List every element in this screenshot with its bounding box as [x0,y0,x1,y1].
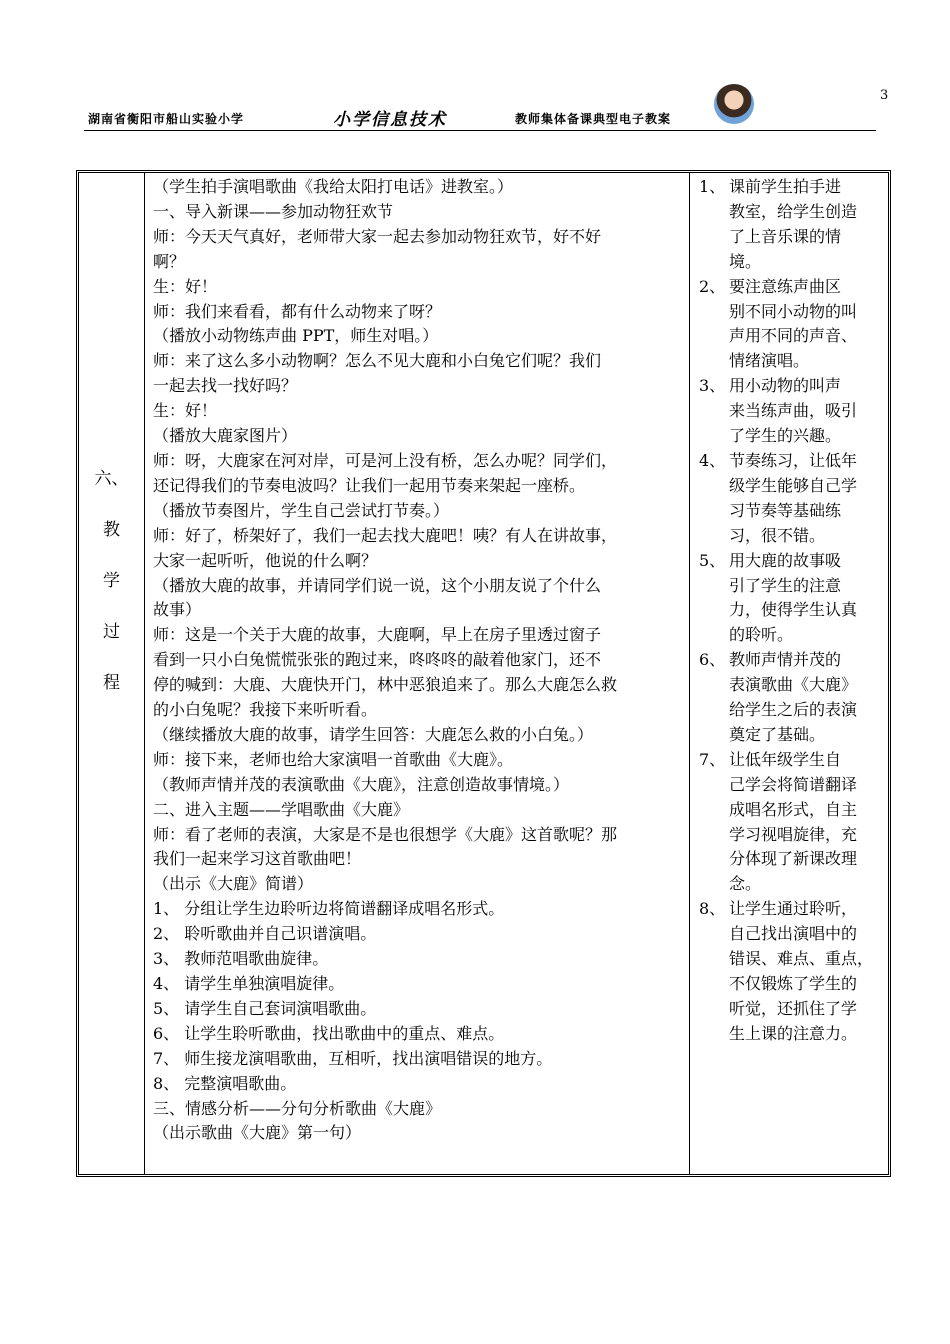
note-line: 教室，给学生创造 [729,201,858,221]
note-line: 不仅锻炼了学生的 [729,974,858,993]
column-divider [689,173,690,1174]
process-line: 师：看了老师的表演，大家是不是也很想学《大鹿》这首歌呢？那 [153,824,618,844]
note-line: 习节奏等基础练 [729,500,842,520]
note-number: 2、 [699,276,726,296]
process-line: （出示《大鹿》简谱） [153,874,314,894]
note-line: 己学会将简谱翻译 [729,774,858,794]
section-label-char: 程 [103,673,120,693]
process-line: 二、进入主题——学唱歌曲《大鹿》 [153,799,410,819]
section-label-char: 教 [103,520,120,540]
note-line: 表演歌曲《大鹿》 [729,675,858,695]
note-text [729,275,887,375]
note-number: 5、 [699,550,726,570]
process-line: （播放大鹿家图片） [153,426,298,446]
process-line: （播放节奏图片，学生自己尝试打节奏。） [153,500,450,520]
lesson-table [76,170,891,1177]
note-line: 听觉，还抓住了学 [729,998,858,1018]
note-item [699,449,889,549]
note-line: 力，使得学生认真 [729,600,858,620]
process-line: 3、 教师范唱歌曲旋律。 [153,949,329,969]
process-line: 大家一起听听，他说的什么啊？ [153,550,378,570]
note-item [699,175,889,275]
note-line: 成唱名形式，自主 [729,799,858,819]
note-number: 7、 [699,749,726,769]
note-line: 引了学生的注意 [729,575,842,595]
process-line: 的小白兔呢？我接下来听听看。 [153,700,378,720]
note-line: 情绪演唱。 [729,351,810,371]
process-line: （播放小动物练声曲 PPT，师生对唱。） [153,326,439,346]
process-line: （学生拍手演唱歌曲《我给太阳打电话》进教室。） [153,177,514,196]
column-divider [144,173,145,1174]
section-label-char: 学 [103,571,120,591]
note-line: 课前学生拍手进 [729,177,842,196]
process-line: 师：来了这么多小动物啊？怎么不见大鹿和小白兔它们呢？我们 [153,351,602,371]
process-line: 6、 让学生聆听歌曲，找出歌曲中的重点、难点。 [153,1023,505,1043]
process-line: 师：这是一个关于大鹿的故事，大鹿啊，早上在房子里透过窗子 [153,625,602,645]
note-line: 让低年级学生自 [729,749,842,769]
note-number: 6、 [699,650,726,670]
note-number: 8、 [699,899,726,919]
process-line: （出示歌曲《大鹿》第一句） [153,1123,362,1143]
header-rule [84,130,876,131]
note-line: 给学生之后的表演 [729,700,858,720]
note-line: 念。 [729,874,762,894]
note-number: 3、 [699,376,726,396]
note-line: 要注意练声曲区 [729,276,842,296]
note-text [729,748,887,897]
avatar-photo [714,84,754,124]
note-line: 生上课的注意力。 [729,1023,858,1043]
note-line: 了学生的兴趣。 [729,426,842,446]
note-item [699,374,889,449]
process-line: （播放大鹿的故事，并请同学们说一说，这个小朋友说了个什么 [153,575,602,595]
note-line: 用大鹿的故事吸 [729,550,842,570]
process-line: 三、情感分析——分句分析歌曲《大鹿》 [153,1098,442,1118]
note-line: 的聆听。 [729,625,794,645]
section-label-cell [79,467,144,722]
process-line: 8、 完整演唱歌曲。 [153,1073,297,1093]
note-text [729,175,887,275]
process-line: 师：我们来看看，都有什么动物来了呀？ [153,301,442,321]
process-line: 看到一只小白兔慌慌张张的跑过来，咚咚咚的敲着他家门，还不 [153,650,602,670]
process-line: 啊？ [153,251,186,271]
header-subject: 小学信息技术 [333,110,447,130]
process-line: 4、 请学生单独演唱旋律。 [153,974,345,993]
note-line: 了上音乐课的情 [729,226,842,246]
note-line: 别不同小动物的叫 [729,301,858,321]
note-number: 1、 [699,177,726,196]
note-number: 4、 [699,450,726,470]
note-item [699,275,889,375]
teaching-process-cell [153,175,683,1146]
note-text [729,374,887,449]
process-line: 师：接下来，老师也给大家演唱一首歌曲《大鹿》。 [153,749,514,769]
note-item [699,648,889,748]
note-line: 声用不同的声音、 [729,326,858,346]
process-line: 还记得我们的节奏电波吗？让我们一起用节奏来架起一座桥。 [153,475,586,495]
header-tag: 教师集体备课典型电子教案 [515,112,672,126]
process-line: （继续播放大鹿的故事，请学生回答：大鹿怎么救的小白兔。） [153,724,594,744]
note-line: 奠定了基础。 [729,724,826,744]
process-line: 生：好！ [153,401,218,421]
page-number: 3 [880,88,889,103]
process-line: （教师声情并茂的表演歌曲《大鹿》，注意创造故事情境。） [153,774,570,794]
note-line: 学习视唱旋律，充 [729,824,858,844]
process-line: 我们一起来学习这首歌曲吧！ [153,849,362,869]
process-line: 故事） [153,600,202,620]
process-line: 1、 分组让学生边聆听边将简谱翻译成唱名形式。 [153,899,505,919]
note-text [729,449,887,549]
note-text [729,648,887,748]
note-item [699,748,889,897]
note-line: 教师声情并茂的 [729,650,842,670]
process-line: 生：好！ [153,276,218,296]
note-line: 分体现了新课改理 [729,849,858,869]
process-line: 5、 请学生自己套词演唱歌曲。 [153,998,377,1018]
section-label-char: 过 [103,622,120,642]
note-line: 节奏练习，让低年 [729,450,858,470]
note-line: 用小动物的叫声 [729,376,842,396]
note-line: 自己找出演唱中的 [729,924,858,944]
header-school: 湖南省衡阳市船山实验小学 [88,112,245,126]
note-line: 让学生通过聆听， [729,899,858,919]
note-item [699,549,889,649]
note-text [729,897,887,1046]
process-line: 一起去找一找好吗？ [153,376,298,396]
note-line: 习，很不错。 [729,525,826,545]
notes-cell [699,175,889,1047]
process-line: 2、 聆听歌曲并自己识谱演唱。 [153,924,377,944]
note-item [699,897,889,1046]
section-label-char: 六、 [94,469,129,489]
process-line: 停的喊到：大鹿、大鹿快开门，林中恶狼追来了。那么大鹿怎么救 [153,675,618,695]
note-line: 级学生能够自己学 [729,475,858,495]
note-text [729,549,887,649]
process-line: 7、 师生接龙演唱歌曲，互相听，找出演唱错误的地方。 [153,1048,553,1068]
process-line: 师：好了，桥架好了，我们一起去找大鹿吧！咦？有人在讲故事， [153,525,618,545]
process-line: 师：今天天气真好，老师带大家一起去参加动物狂欢节，好不好 [153,226,602,246]
note-line: 来当练声曲，吸引 [729,401,858,421]
process-line: 师：呀，大鹿家在河对岸，可是河上没有桥，怎么办呢？同学们， [153,450,618,470]
note-line: 错误、难点、重点， [729,949,874,969]
process-line: 一、导入新课——参加动物狂欢节 [153,201,394,221]
note-line: 境。 [729,251,762,271]
